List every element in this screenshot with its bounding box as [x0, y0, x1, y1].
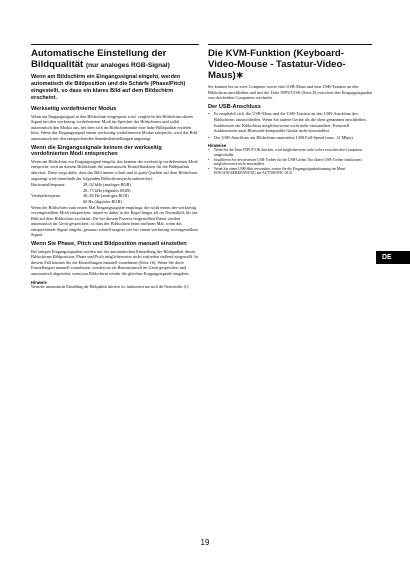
language-tab: DE: [376, 251, 410, 264]
page-number: 19: [200, 538, 210, 547]
factory-mode-text: Wenn ein Eingangssignal in den Bildschirm eingespeist wird, vergleicht der Bildschirm dieses Signal mit den werkseitig vordefinierten Modi im Speicher des Bildschirms und wählt automatisch den Modus aus, bei dem sich im Bildschirmmitte eine hohe Bildqualität erzielen lässt. Wenn das Eingangssignal einem werkseitig vordefinierten Modus entspricht, wird das Bild automatisch mit den entsprechenden Standardeinstellungen angezeigt.: [31, 113, 198, 141]
right-section-title: [208, 48, 372, 81]
frequency-value: 48–85 Hz (analoges RGB): [83, 193, 129, 199]
notes-list: [208, 148, 372, 176]
frequency-row: [31, 199, 199, 205]
usb-list-item: • Der USB-Anschluss am Bildschirm unterstützt USB Full-Speed (max. 12 Mbps).: [208, 135, 372, 141]
frequency-table: [31, 182, 199, 204]
notes-list-item: • Wenn Sie die Taste INPUT/OK drücken, wird möglicherweise nicht sofort zwischen den Computern umgeschaltet.: [208, 148, 372, 157]
frequency-label: Vertikalfrequenz:: [31, 193, 61, 199]
frequency-value: 28–92 kHz (analoges RGB): [83, 182, 131, 188]
manual-adjust-text: Bei einigen Eingangssignalen werden mit der automatischen Einstellung der Bildqualität dieses Bildschirms Bildposition, Phase und Pitch möglicherweise nicht zufrieden stellend eingestellt. In diesem Fall können Sie die Einstellungen manuell vornehmen (Seite 16). Wenn Sie diese Einstellungen manuell vornehmen, werden sie als Benutzermodi im Gerät gespeichert und automatisch abgerufen, wenn am Bildschirm wieder die gleichen Eingangssignale eingehen.: [31, 248, 198, 277]
right-title-rule: [208, 44, 372, 45]
right-column: [208, 44, 372, 176]
frequency-label: Horizontalfrequenz:: [31, 182, 66, 188]
left-title-sub: (nur analoges RGB-Signal): [85, 62, 170, 69]
factory-mode-heading: Werkseitig vordefinierter Modus: [31, 106, 117, 112]
frequency-label: [31, 199, 83, 205]
left-intro: Wenn am Bildschirm ein Eingangssignal eingeht, werden automatisch die Bildposition und die Schärfe (Phase/Pitch) eingestellt, so dass ein klares Bild auf dem Bildschirm erscheint.: [31, 74, 186, 101]
kvm-intro: Sie können bis zu zwei Computer sowie eine USB-Maus und eine USB-Tastatur an den Bildschirm anschließen und mit der Taste INPUT/OK (Seite 8) zwischen den Eingangssignalen von den beiden Computern wechseln.: [208, 84, 372, 101]
left-note-heading: Hinweis: [31, 279, 47, 285]
notes-list-item: • Installieren Sie den neuesten USB-Treiber für die USB-Geräte. Ein älterer USB-Treiber funktioniert möglicherweise nicht einwandfrei.: [208, 158, 372, 167]
left-section-title: [31, 48, 199, 71]
left-title-rule: [31, 44, 199, 45]
notes-list-item: • Wenn Sie einen USB-Hub verwenden, setzen Sie die Eingangssignalerkennung im Menü EINGANGSERKENNUNG auf AUTOMATIC AUS.: [208, 167, 372, 176]
frequency-value: 28–75 kHz (digitales RGB): [83, 187, 131, 193]
non-preset-text: Wenn am Bildschirm ein Eingangssignal eingeht, das keinem der werkseitig vordefinierten Modi entspricht, wird an diesem Bildschirm die automatische Einstellfunktion für die Bildqualität aktiviert. Diese sorgt dafür, dass das Bild immer scharf und in guter Qualität auf dem Bildschirm angezeigt wird (innerhalb der folgenden Bildschirmsynchronbereiche):: [31, 158, 198, 181]
left-note-text: Wenn die automatische Einstellung der Bildqualität aktiviert ist, funktioniert nur noch der Netzschalter (1).: [31, 284, 189, 289]
usb-list: [208, 111, 372, 140]
usb-heading: Der USB-Anschluss: [208, 103, 261, 110]
manual-adjust-heading: Wenn Sie Phase, Pitch und Bildposition manuell einstellen: [31, 241, 187, 248]
left-title-main: Automatische Einstellung der Bildqualität: [31, 48, 167, 70]
right-notes-heading: Hinweise: [208, 143, 227, 149]
left-column: [31, 44, 199, 289]
non-preset-heading: Wenn die Eingangssignale keinem der werkseitig vordefinierten Modi entsprechen: [31, 144, 162, 158]
non-preset-text-2: Wenn der Bildschirm zum ersten Mal Eingangssignale empfängt, die nicht einem der werkseitig voreingestellten Modi entsprechen, dauert es daher in der Regel länger als im Normalfall, bis ein Bild auf dem Bildschirm erscheint. Die bei diesem Prozess eingestellten Daten werden automatisch im Gerät gespeichert, so dass der Bildschirm beim nächsten Mal, wenn das entsprechende Signal eingeht, genauso schnell reagiert wie bei einem werkseitig voreingestellten Signal.: [31, 204, 198, 238]
kvm-title-mark: ∗: [235, 70, 244, 81]
frequency-value: 60 Hz (digitales RGB): [83, 198, 122, 204]
usb-list-item: • Es empfiehlt sich, die USB-Maus und die USB-Tastatur an den USB-Anschluss des Bildschirms anzuschließen. Wenn Sie andere Geräte als die oben genannten anschließen, funktioniert der Bildschirm möglicherweise nicht mehr einwandfrei. Eventuell funktionieren auch Bluetooth-kompatible Geräte nicht einwandfrei.: [208, 111, 372, 133]
kvm-title: Die KVM-Funktion (Keyboard-Video-Mouse - Tastatur-Video-Maus): [208, 48, 346, 81]
